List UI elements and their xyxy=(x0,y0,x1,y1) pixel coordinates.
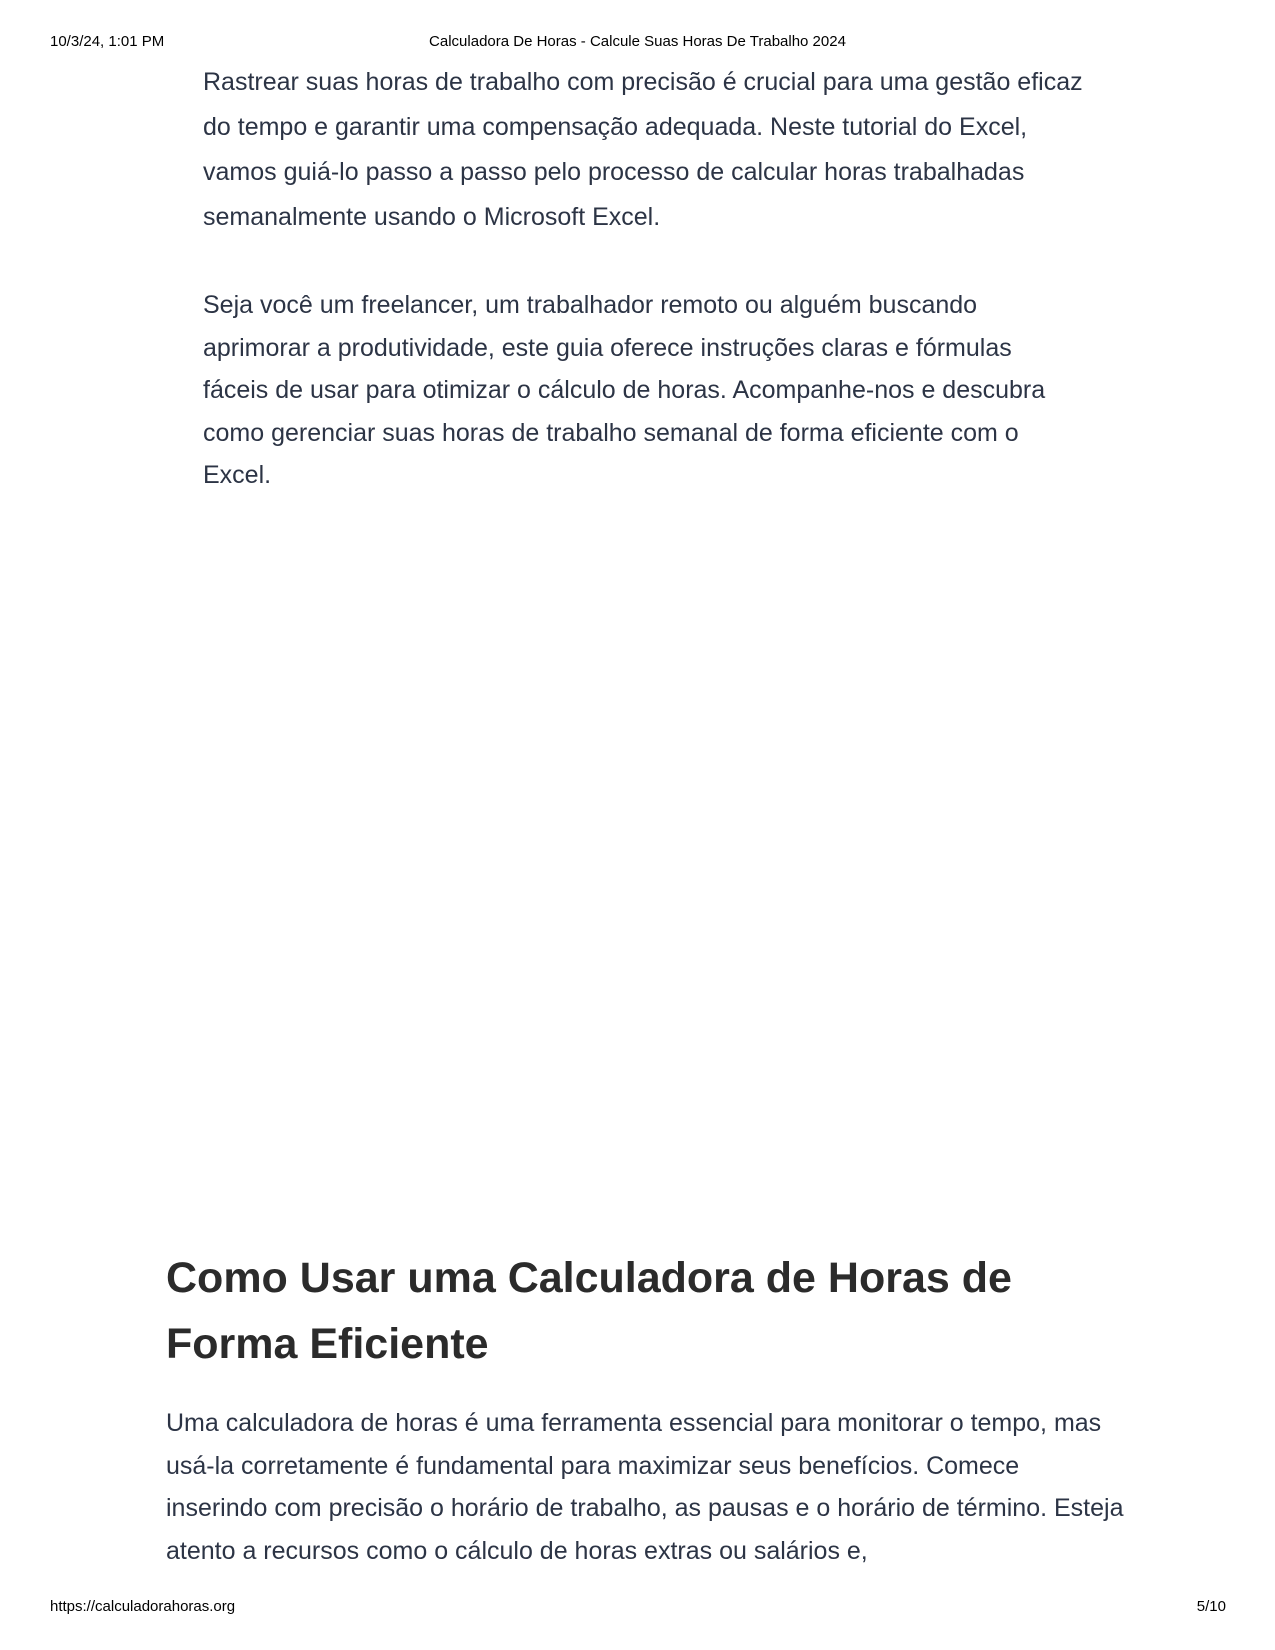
print-datetime: 10/3/24, 1:01 PM xyxy=(50,33,165,50)
print-page-number: 5/10 xyxy=(1196,1598,1226,1615)
print-url: https://calculadorahoras.org xyxy=(50,1598,236,1615)
intro-section xyxy=(203,60,1083,497)
intro-paragraph-1: Rastrear suas horas de trabalho com precisão é crucial para uma gestão eficaz do tempo e garantir uma compensação adequada. Neste tutorial do Excel, vamos guiá-lo passo a passo pelo processo de calcular horas trabalhadas semanalmente usando o Microsoft Excel. xyxy=(203,68,1083,231)
section-paragraph: Uma calculadora de horas é uma ferramenta essencial para monitorar o tempo, mas usá-la corretamente é fundamental para maximizar seus benefícios. Comece inserindo com precisão o horário de trabalho, as pausas e o horário de término. Esteja atento a recursos como o cálculo de horas extras ou salários e, xyxy=(166,1409,1124,1565)
section-heading: Como Usar uma Calculadora de Horas de Forma Eficiente xyxy=(166,1254,1012,1368)
intro-paragraph-2: Seja você um freelancer, um trabalhador remoto ou alguém buscando aprimorar a produtividade, este guia oferece instruções claras e fórmulas fáceis de usar para otimizar o cálculo de horas. Acompanhe-nos e descubra como gerenciar suas horas de trabalho semanal de forma eficiente com o Excel. xyxy=(203,291,1046,489)
print-page-title: Calculadora De Horas - Calcule Suas Horas De Trabalho 2024 xyxy=(429,33,846,50)
